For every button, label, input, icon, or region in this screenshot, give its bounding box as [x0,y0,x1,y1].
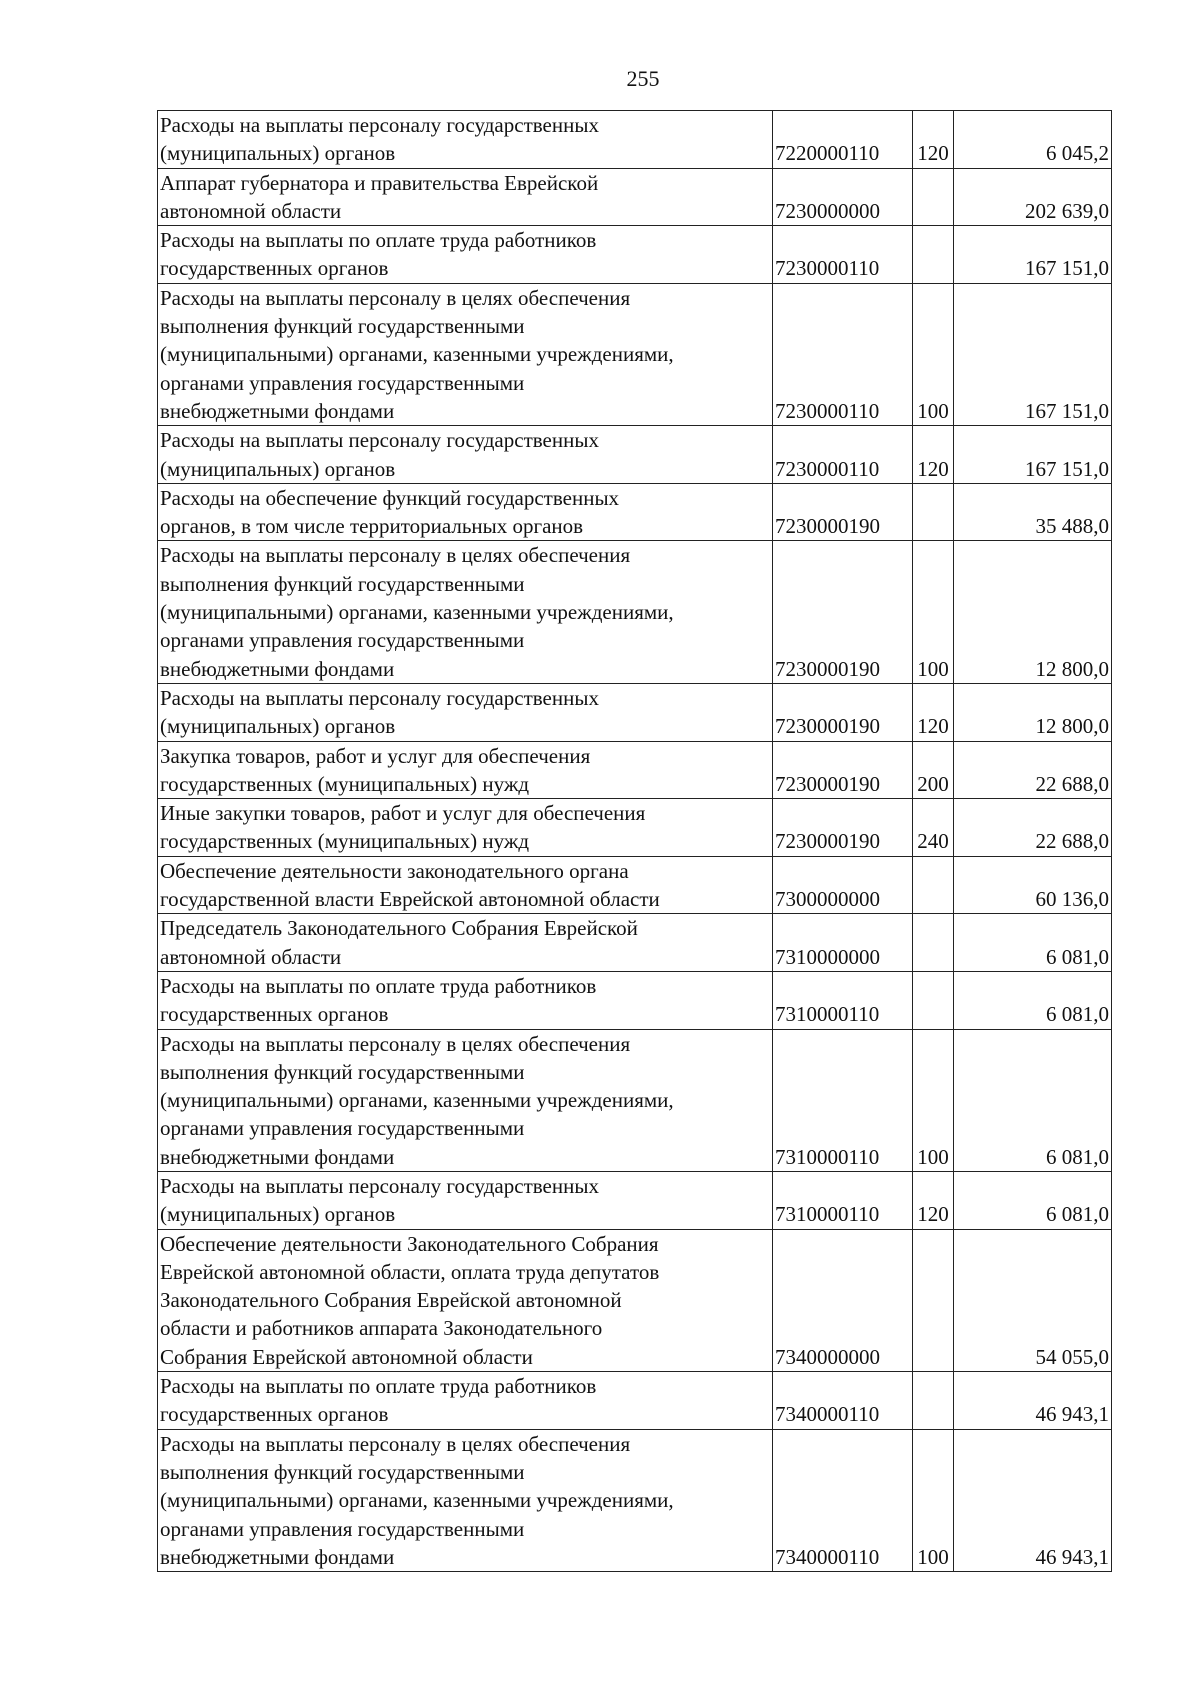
expense-name-line: внебюджетными фондами [160,656,395,681]
expense-name-line: Расходы на выплаты персоналу в целях обеспечения [160,1031,631,1056]
expense-name-line: Обеспечение деятельности законодательного органа [160,858,629,883]
expense-type-cell: 120 [913,426,954,484]
expense-name-line: (муниципальных) органов [160,456,396,481]
table-row [158,914,1112,972]
expense-type-cell [913,856,954,914]
target-article-code-cell: 7230000190 [773,741,913,799]
expense-name-line: области и работников аппарата Законодательного [160,1316,603,1341]
expense-name-line: Расходы на выплаты персоналу в целях обеспечения [160,543,631,568]
expense-name-cell [158,226,773,284]
expense-name-cell [158,1229,773,1371]
expense-type-cell [913,168,954,226]
expense-name-line: Еврейской автономной области, оплата труда депутатов [160,1259,660,1284]
expense-name-line: (муниципальными) органами, казенными учреждениями, [160,342,674,367]
target-article-code-cell: 7310000110 [773,1171,913,1229]
expense-name-line: Расходы на выплаты по оплате труда работников [160,1374,597,1399]
expense-name-cell [158,1372,773,1430]
expense-type-cell: 100 [913,541,954,683]
expense-name-line: Расходы на выплаты персоналу государственных [160,428,599,453]
expense-name-cell [158,168,773,226]
expense-name-line: органов, в том числе территориальных органов [160,514,584,539]
expense-name-line: органами управления государственными [160,1516,525,1541]
expense-name-line: выполнения функций государственными [160,571,525,596]
target-article-code-cell: 7310000110 [773,971,913,1029]
expense-type-cell [913,914,954,972]
expense-name-line: автономной области [160,198,342,223]
table-row [158,1372,1112,1430]
target-article-code-cell: 7340000000 [773,1229,913,1371]
expense-type-cell [913,971,954,1029]
table-row [158,226,1112,284]
table-row [158,856,1112,914]
expense-name-line: Председатель Законодательного Собрания Еврейской [160,916,638,941]
expense-name-line: государственных (муниципальных) нужд [160,771,530,796]
expense-name-cell [158,971,773,1029]
expense-name-line: Расходы на выплаты по оплате труда работников [160,228,597,253]
expense-name-line: (муниципальными) органами, казенными учреждениями, [160,600,674,625]
expense-name-line: органами управления государственными [160,370,525,395]
expense-name-cell [158,799,773,857]
expense-name-cell [158,283,773,425]
expense-name-cell [158,914,773,972]
amount-cell: 6 045,2 [954,111,1112,169]
table-row [158,483,1112,541]
expense-name-line: органами управления государственными [160,1116,525,1141]
amount-cell: 35 488,0 [954,483,1112,541]
expense-type-cell [913,483,954,541]
target-article-code-cell: 7230000110 [773,426,913,484]
expense-type-cell: 100 [913,1429,954,1571]
expense-name-cell [158,541,773,683]
page-number: 255 [626,66,660,91]
amount-cell: 12 800,0 [954,683,1112,741]
target-article-code-cell: 7230000110 [773,283,913,425]
expense-name-line: Расходы на выплаты персоналу в целях обеспечения [160,1431,631,1456]
expense-name-cell [158,856,773,914]
amount-cell: 22 688,0 [954,741,1112,799]
table-row [158,799,1112,857]
target-article-code-cell: 7300000000 [773,856,913,914]
target-article-code-cell: 7230000000 [773,168,913,226]
expense-name-line: Расходы на обеспечение функций государственных [160,485,620,510]
amount-cell: 167 151,0 [954,283,1112,425]
expense-name-line: Закупка товаров, работ и услуг для обеспечения [160,743,591,768]
amount-cell: 46 943,1 [954,1429,1112,1571]
expense-type-cell: 200 [913,741,954,799]
amount-cell: 22 688,0 [954,799,1112,857]
expense-name-line: внебюджетными фондами [160,398,395,423]
target-article-code-cell: 7230000190 [773,483,913,541]
amount-cell: 6 081,0 [954,1029,1112,1171]
expense-name-line: (муниципальными) органами, казенными учреждениями, [160,1088,674,1113]
expense-name-line: государственных органов [160,1002,389,1027]
expense-name-cell [158,1029,773,1171]
expense-name-cell [158,426,773,484]
expense-name-cell [158,741,773,799]
expense-name-line: внебюджетными фондами [160,1144,395,1169]
expense-name-line: выполнения функций государственными [160,1459,525,1484]
expense-name-line: органами управления государственными [160,628,525,653]
table-row [158,283,1112,425]
expense-name-line: (муниципальными) органами, казенными учреждениями, [160,1488,674,1513]
table-row [158,1029,1112,1171]
target-article-code-cell: 7340000110 [773,1372,913,1430]
expense-name-line: выполнения функций государственными [160,314,525,339]
expense-name-line: Расходы на выплаты персоналу государственных [160,113,599,137]
expense-name-line: государственных органов [160,1402,389,1427]
expense-type-cell: 100 [913,1029,954,1171]
expense-type-cell [913,1372,954,1430]
target-article-code-cell: 7230000190 [773,541,913,683]
expense-name-cell [158,683,773,741]
expense-name-cell [158,483,773,541]
expense-name-line: (муниципальных) органов [160,1202,396,1227]
target-article-code-cell: 7230000190 [773,799,913,857]
expense-name-line: (муниципальных) органов [160,714,396,739]
amount-cell: 54 055,0 [954,1229,1112,1371]
target-article-code-cell: 7310000000 [773,914,913,972]
expense-name-line: государственных органов [160,256,389,281]
amount-cell: 6 081,0 [954,1171,1112,1229]
expense-name-line: Расходы на выплаты персоналу государственных [160,685,599,710]
table-row [158,1229,1112,1371]
target-article-code-cell: 7220000110 [773,111,913,169]
expense-name-line: Расходы на выплаты по оплате труда работников [160,973,597,998]
amount-cell: 6 081,0 [954,914,1112,972]
expense-name-line: Иные закупки товаров, работ и услуг для обеспечения [160,801,646,826]
table-row [158,168,1112,226]
expense-name-line: государственных (муниципальных) нужд [160,829,530,854]
expense-name-line: Собрания Еврейской автономной области [160,1344,533,1369]
table-row [158,426,1112,484]
budget-table-body [158,111,1112,1572]
amount-cell: 167 151,0 [954,426,1112,484]
expense-type-cell: 120 [913,683,954,741]
expense-name-line: Расходы на выплаты персоналу в целях обеспечения [160,285,631,310]
expense-name-line: Законодательного Собрания Еврейской автономной [160,1288,622,1313]
budget-table [157,110,1112,1572]
expense-name-cell [158,1429,773,1571]
table-row [158,683,1112,741]
expense-name-line: Обеспечение деятельности Законодательного Собрания [160,1231,659,1256]
expense-name-cell [158,111,773,169]
expense-name-line: Расходы на выплаты персоналу государственных [160,1173,599,1198]
expense-name-line: внебюджетными фондами [160,1544,395,1569]
expense-type-cell: 240 [913,799,954,857]
expense-name-cell [158,1171,773,1229]
expense-name-line: автономной области [160,944,342,969]
table-row [158,111,1112,169]
amount-cell: 202 639,0 [954,168,1112,226]
expense-type-cell [913,1229,954,1371]
table-row [158,1429,1112,1571]
expense-name-line: государственной власти Еврейской автономной области [160,887,660,912]
amount-cell: 46 943,1 [954,1372,1112,1430]
expense-type-cell: 120 [913,111,954,169]
amount-cell: 167 151,0 [954,226,1112,284]
amount-cell: 6 081,0 [954,971,1112,1029]
target-article-code-cell: 7310000110 [773,1029,913,1171]
target-article-code-cell: 7230000110 [773,226,913,284]
expense-name-line: Аппарат губернатора и правительства Еврейской [160,170,599,195]
expense-name-line: выполнения функций государственными [160,1059,525,1084]
amount-cell: 60 136,0 [954,856,1112,914]
expense-name-line: (муниципальных) органов [160,141,396,166]
target-article-code-cell: 7230000190 [773,683,913,741]
target-article-code-cell: 7340000110 [773,1429,913,1571]
expense-type-cell: 120 [913,1171,954,1229]
table-row [158,971,1112,1029]
amount-cell: 12 800,0 [954,541,1112,683]
expense-type-cell: 100 [913,283,954,425]
table-row [158,741,1112,799]
table-row [158,1171,1112,1229]
expense-type-cell [913,226,954,284]
table-row [158,541,1112,683]
